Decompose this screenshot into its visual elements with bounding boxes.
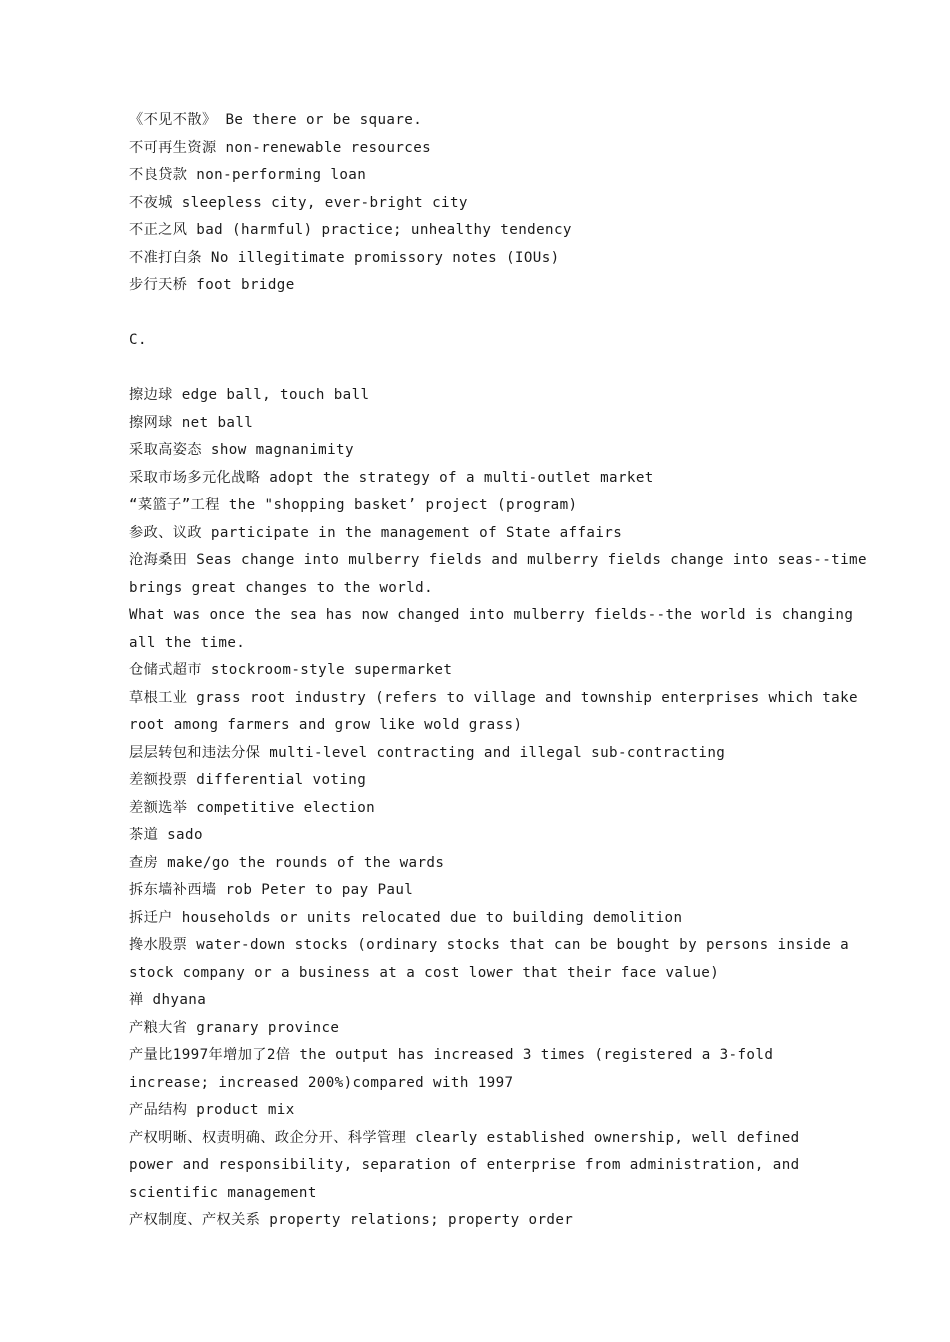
glossary-line: 参政、议政 participate in the management of State affairs <box>129 524 623 541</box>
glossary-line: 产量比1997年增加了2倍 the output has increased 3 times (registered a 3-fold <box>129 1047 774 1063</box>
glossary-line: 不正之风 bad (harmful) practice; unhealthy tendency <box>129 222 572 238</box>
glossary-line: 产权明晰、权责明确、政企分开、科学管理 clearly established ownership, well defined <box>129 1129 800 1146</box>
glossary-line: all the time. <box>129 634 246 651</box>
glossary-line: 步行天桥 foot bridge <box>129 277 295 293</box>
glossary-line: 产权制度、产权关系 property relations; property order <box>129 1212 574 1228</box>
blank-line <box>129 355 829 383</box>
glossary-line: 不可再生资源 non-renewable resources <box>129 139 432 156</box>
glossary-line: 采取市场多元化战略 adopt the strategy of a multi-outlet market <box>129 469 654 486</box>
glossary-line: power and responsibility, separation of enterprise from administration, and <box>129 1157 800 1173</box>
glossary-line: 茶道 sado <box>129 827 203 843</box>
glossary-line: stock company or a business at a cost lower that their face value) <box>129 964 720 981</box>
glossary-line: “菜篮子”工程 the "shopping basket’ project (program) <box>129 497 578 513</box>
glossary-line: 搀水股票 water-down stocks (ordinary stocks that can be bought by persons inside a <box>129 937 850 953</box>
blank-line <box>129 300 829 328</box>
glossary-line: 擦边球 edge ball, touch ball <box>129 387 370 403</box>
glossary-line: 禅 dhyana <box>129 992 207 1008</box>
glossary-block-c <box>129 382 867 1235</box>
glossary-line: increase; increased 200%)compared with 1997 <box>129 1074 514 1091</box>
glossary-line: 产品结构 product mix <box>129 1102 295 1118</box>
glossary-line: 擦网球 net ball <box>129 414 254 431</box>
document-page <box>129 107 867 1235</box>
glossary-line: root among farmers and grow like wold grass) <box>129 717 523 733</box>
glossary-line: 查房 make/go the rounds of the wards <box>129 854 445 871</box>
glossary-line: 差额选举 competitive election <box>129 799 376 816</box>
glossary-line: 拆迁户 households or units relocated due to building demolition <box>129 909 683 926</box>
glossary-line: 采取高姿态 show magnanimity <box>129 442 354 458</box>
glossary-line: 层层转包和违法分保 multi-level contracting and illegal sub-contracting <box>129 744 726 761</box>
glossary-line: 草根工业 grass root industry (refers to village and township enterprises which take <box>129 689 858 706</box>
glossary-line: 《不见不散》 Be there or be square. <box>129 112 423 128</box>
glossary-line: 不准打白条 No illegitimate promissory notes (IOUs) <box>129 249 560 266</box>
glossary-line: 不良贷款 non-performing loan <box>129 167 367 183</box>
glossary-line: What was once the sea has now changed into mulberry fields--the world is changing <box>129 607 854 623</box>
section-heading: C. <box>129 332 147 348</box>
glossary-line: 仓储式超市 stockroom-style supermarket <box>129 662 453 678</box>
glossary-line: 沧海桑田 Seas change into mulberry fields and mulberry fields change into seas--time <box>129 552 867 568</box>
glossary-line: 产粮大省 granary province <box>129 1019 340 1036</box>
glossary-line: 不夜城 sleepless city, ever-bright city <box>129 194 468 211</box>
glossary-line: 拆东墙补西墙 rob Peter to pay Paul <box>129 882 414 898</box>
glossary-line: 差额投票 differential voting <box>129 772 367 788</box>
glossary-line: scientific management <box>129 1184 317 1201</box>
glossary-block-b <box>129 107 829 300</box>
glossary-line: brings great changes to the world. <box>129 579 434 596</box>
